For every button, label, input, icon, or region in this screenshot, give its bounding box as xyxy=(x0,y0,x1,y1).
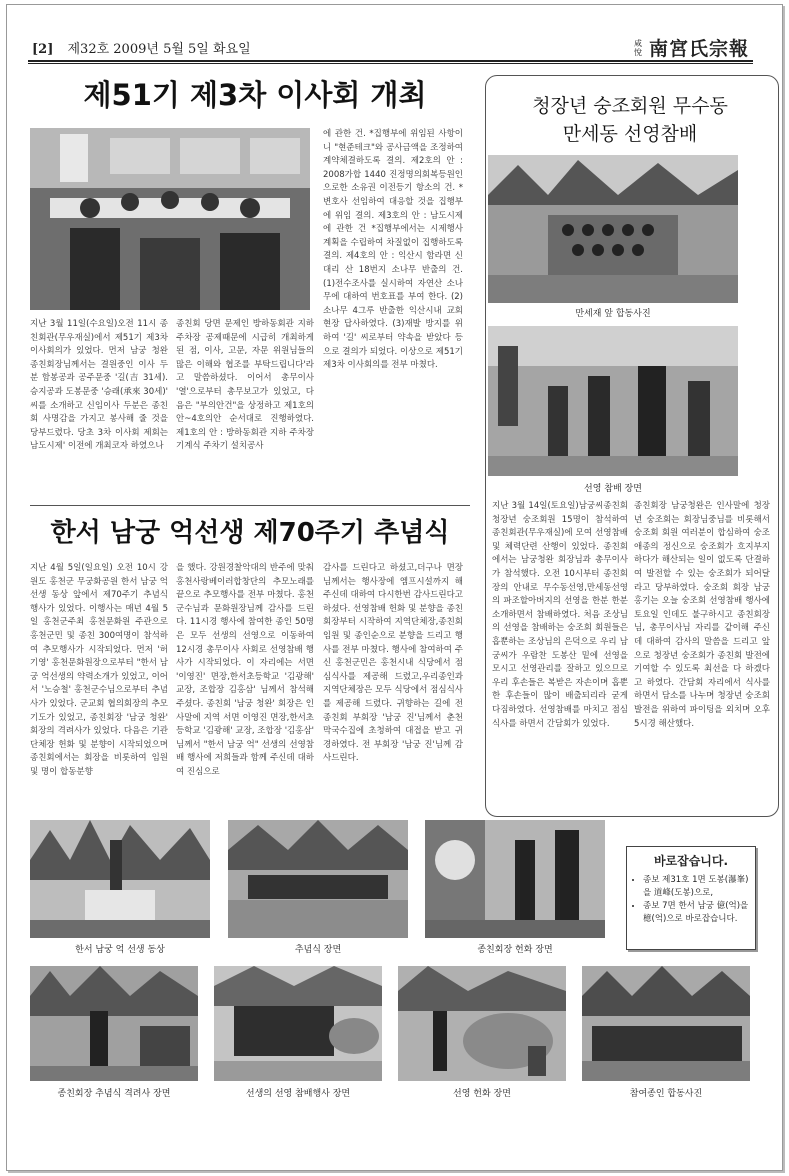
article1-col1: 지난 3월 11일(수요일)오전 11시 종친회관(무우재실)에서 제51기 제3차 이사회의가 있었다. 먼저 남궁 청완 종친회장님께서는 결원중인 이사 두분 함봉공과 공주문중 '길(吉 31세). 승지공과 도봉문중 '승래(承來 30세)' 씨를 소개하고 신임이사 두분은 종친회 사명감을 가지고 봉사해 줄 것을 당부드렸다. 당초 3차 이사회 제회는 남도시제' 이전에 개최코자 하였으나 xyxy=(30,319,168,452)
correction-item: • 종보 제31호 1면 도봉(瀑峯)을 道峰(도봉)으로, xyxy=(643,874,749,900)
side-title-line1: 청장년 숭조회원 무수동 xyxy=(532,95,728,117)
grave-flower-photo xyxy=(398,966,566,1081)
memorial-ceremony-photo xyxy=(228,820,408,938)
correction-item: • 종보 7면 한서 남궁 億(억)을 檍(억)으로 바로잡습니다. xyxy=(643,900,749,926)
issue-date: 제32호 2009년 5월 5일 화요일 xyxy=(67,42,251,57)
photo-row2-caption-2: 선생의 선영 참배행사 장면 xyxy=(245,1089,351,1099)
photo-row1-caption-1: 한서 남궁 억 선생 동상 xyxy=(75,945,165,955)
photo-row2-caption-4: 참여종인 합동사진 xyxy=(629,1089,703,1099)
article2-col3: 감사를 드린다고 하셨고,더구나 면장님께서는 행사장에 엠프시설까지 해 주신데 대하여 다시한번 감사드린다고 하셨다. 선영참배 헌화 및 분향을 종친회장부터 시작하여 지역단체장,종친회 임원 및 종인순으로 분향을 드리고 행사를 전부 마쳤다. 행사에 참여하여 주신 홍천군민은 홍천시내 식당에서 점심식사를 제공해 드렸고,우리종인과 지역단체장은 모두 식당에서 점심식사를 제공해 드렸다. 귀향하는 길에 전 종친회 부회장 '남궁 진'님께서 춘천 막국수집에 초청하여 대접을 받고 귀경하였다. 전 부회장 '남궁 진'님께 감사드린다. xyxy=(323,563,463,764)
side-col2: 종친회장 남궁청완은 인사말에 청장년 숭조회는 회장님중님를 비롯해서 숭조회 회원 여러분이 합심하여 숭조애종의 정신으로 숭조회가 흐지부지 하다가 해산되는 일이 없도록 단결하여 발전할 수 있는 숭조회가 되어달라고 당부하였다. 숭조회 회장 남궁홍기는 오늘 숭조회 선영참배 행사에 토요일 인데도 불구하시고 종친회장님, 총무이사님 자리를 같이해 주신데 대하여 감사의 말씀을 드리고 앞으로 청장년 숭조회가 종친회 발전에 기여할 수 있도록 최선을 다 하겠다고 하였다. 간담회 자리에서 식사를 하면서 담소를 나누며 청장년 숭조회 발전을 위하여 파이팅을 외치며 오후 5시경 해산했다. xyxy=(634,501,770,729)
article2-col2: 을 했다. 강원경찰악대의 반주에 맞춰 홍천사랑베이러합창단의 추모노래를 끝으로 추모행사를 전부 마쳤다. 홍천군수님과 문화원장님께 감사를 드린다. 11시경 행사에 참여한 종인 50명은 모두 선생의 선영으로 이동하여 12시경 총무이사 사회로 선영참배 행사가 시작되었다. 이 자리에는 서면 '이영진' 면장,한서초등학교 '김광해' 교장, 조합장 김홍삼' 님께서 참석해 주셨다. 종친회 '남궁 청완' 회장은 인사말에 지역 서면 이영진 면장,한서초등학교 '김광해' 교장, 조합장 '김홍삼' 님께서 "한서 남궁 억" 선생의 선영참배 행사에 저희들과 함께 주신데 대하여 진심으로 xyxy=(176,563,314,777)
page-number: [2] xyxy=(32,42,54,57)
side-title-line2: 만세동 선영참배 xyxy=(562,123,698,145)
statue-photo xyxy=(30,820,210,938)
speech-photo xyxy=(30,966,198,1081)
header-rule xyxy=(28,60,753,62)
page-header-right xyxy=(634,34,749,61)
side-caption-1: 만세재 앞 합동사진 xyxy=(575,309,651,319)
photo-row1-caption-3: 종친회장 헌화 장면 xyxy=(477,945,553,955)
article1-col2: 종친회 당면 문제인 방하동회관 지하 주차장 공제때문에 시급히 개최하게 된 점, 이사, 고문, 자문 위원님들의 많은 이해와 협조를 부탁드립니다'라고 말씀하셨다. 이어서 총무이사 '열'으로부터 총무보고가 있었고, 다음은 "부의안건"을 상정하고 제1호의안~4호의안 순서대로 진행하였다. 제1호의 안 : 방하동회관 지하 주차장 기계식 주차기 설치공사 xyxy=(176,319,314,452)
photo-row2-caption-3: 선영 헌화 장면 xyxy=(453,1089,511,1099)
correction-title: 바로잡습니다. xyxy=(653,854,729,868)
newspaper-brand: 南宮氏宗報 xyxy=(648,38,749,60)
participants-group-photo xyxy=(582,966,750,1081)
tomb-visit-photo xyxy=(214,966,382,1081)
header-rule-thin xyxy=(28,63,753,64)
section-divider xyxy=(30,505,470,506)
article2-col1: 지난 4월 5일(일요일) 오전 10시 강원도 홍천군 무궁화공원 한서 남궁 억선생 동상 앞에서 제70주기 추념식 행사가 있었다. 이행사는 매년 4월 5일 홍천군주최 홍천문화원 주관으로 홍천군민 및 종친 300여명이 참석하여 추모행사가 시작되었다. 먼저 '허기영' 홍천문화원장으로부터 "한서 남궁 억선생의 약력소개가 있었고, 이어서 '노승철' 홍천군수님으로부터 추념사가 있었다. 군교회 협의회장의 추모기도가 있었고, 종친회장 '남궁 청완' 회장의 격려사가 있었다. 다음은 기관 단체장 헌화 및 분향이 시작되었으며 종친회에서는 회장을 비롯하여 임원 및 명이 합동분향 xyxy=(30,563,168,777)
article1-title: 제51기 제3차 이사회 개최 xyxy=(83,78,427,112)
board-meeting-photo xyxy=(30,128,310,310)
side-col1: 지난 3월 14일(토요일)남궁씨종친회 청장년 숭조회원 15명이 참석하여 종친회관(무우재실)에 모여 선영참배 및 체력단련 산행이 있었다. 종친회에서는 남궁청완 회장님과 총무이사가 참석했다. 오전 10시부터 종친회장의 안내로 무수동선영,만세동선영의 파조할아버지의 선영을 한분 한분 소개하면서 참배하였다. 처음 조상님의 선영을 참배하는 숭조회 회원들은 흡뿐하는 조상님의 은덕으로 우리 남궁씨가 우람찬 도봉산 밑에 선영을 모시고 선영관리를 잘하고 있으므로 우리 후손들은 복받은 자손이며 흡뿐한 후손들이 많이 배출되리라 굳게 다짐하였다. 선영참배를 마치고 점심식사를 하면서 간담회가 있었다. xyxy=(492,501,628,729)
side-caption-2: 선영 참배 장면 xyxy=(584,484,642,494)
grave-visit-photo xyxy=(488,326,738,476)
article1-col3: 에 관한 건. *집행부에 위임된 사항이니 "현준테크"와 공사금액을 조정하여 계약체결하도록 결의. 제2호의 안 : 2008가합 1440 진정명의회복등원인으로한 소유권 이전등기 항소의 건. *변호사 선임하여 대응할 것을 집행부에 위임 결의. 제3호의 안 : 남도시제에 관한 건 *집행부에서는 시제행사 계획을 수립하여 차질없이 집행하도록 결의. 제4호의 안 : 익산시 함라면 신대리 산 18번지 소나무 반출의 건. (1)전수조사를 실시하여 자연산 소나무에 대하여 번호표를 부여 한다. (2)소나무 4그루 반출한 익산시내 교회 현장 답사하였다. (3)재발 방지를 위하여 '길' 씨로부터 약속을 받았다 등으로 결의가 되었다. 이상으로 제51기 제3차 이사회의를 전부 마쳤다. xyxy=(323,129,463,371)
page-header-left xyxy=(32,38,251,57)
correction-notice xyxy=(626,846,756,950)
group-photo-mansejae xyxy=(488,155,738,303)
header-tag: 咸悅 xyxy=(633,38,642,57)
flower-offering-photo xyxy=(425,820,605,938)
photo-row1-caption-2: 추념식 장면 xyxy=(294,945,342,955)
photo-row2-caption-1: 종친회장 추념식 격려사 장면 xyxy=(57,1089,171,1099)
article2-title: 한서 남궁 억선생 제70주기 추념식 xyxy=(50,518,450,548)
